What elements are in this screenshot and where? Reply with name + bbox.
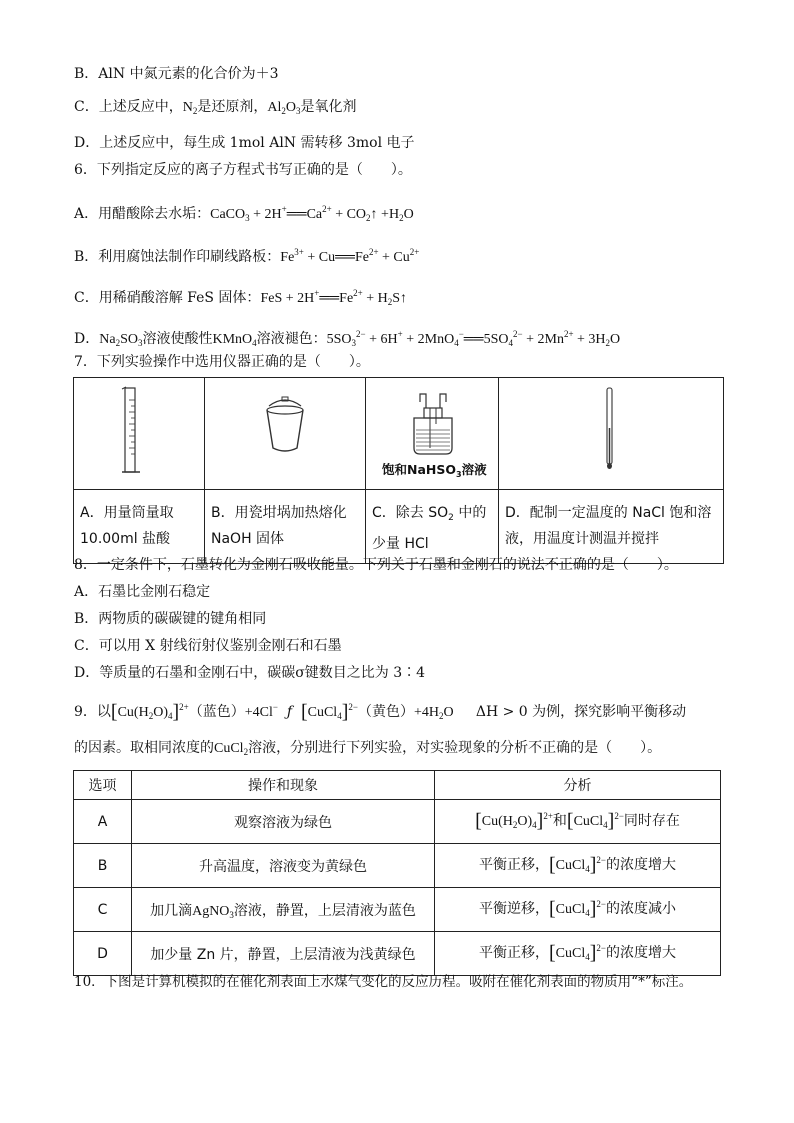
graduated-cylinder-icon (74, 378, 204, 480)
q9-row-operation: 加少量 Zn 片，静置，上层清液为浅黄绿色 (132, 932, 435, 976)
q9-row-c (74, 888, 721, 932)
q9-row-operation: 加几滴AgNO$_3$溶液，静置，上层清液为蓝色 (132, 888, 435, 932)
q7-image-c (366, 378, 499, 490)
q7-option-a: A．用量筒量取 10.00ml 盐酸 (74, 490, 205, 564)
q6-option-d: D．$Na_2SO_3$溶液使酸性KMnO$_4$溶液褪色：$5SO_3^{2-} + 6H^+$ + $2MnO_4^-══5SO_4^{2-} + 2Mn^{2+} + 3H_2O$ (74, 329, 621, 348)
q9-header-analysis: 分析 (435, 771, 721, 800)
q7-option-d: D．配制一定温度的 NaCl 饱和溶 液，用温度计测温并搅拌 (499, 490, 724, 564)
q9-row-a (74, 800, 721, 844)
thermometer-icon (499, 378, 723, 480)
q9-row-operation: 观察溶液为绿色 (132, 800, 435, 844)
gas-washing-bottle-icon (366, 378, 498, 480)
q8-stem: 8．一定条件下，石墨转化为金刚石吸收能量。下列关于石墨和金刚石的说法不正确的是（ ）。 (74, 557, 678, 573)
q9-row-operation: 升高温度，溶液变为黄绿色 (132, 844, 435, 888)
q7-options-table (73, 377, 724, 564)
q7-stem: 7．下列实验操作中选用仪器正确的是（ ）。 (74, 354, 370, 370)
q5-option-b: B．AlN 中氮元素的化合价为＋3 (74, 66, 279, 82)
q7-image-a (74, 378, 205, 490)
solution-label: 饱和NaHSO$_3$溶液 (382, 462, 487, 479)
q9-row-b (74, 844, 721, 888)
q9-row-option: A (74, 800, 132, 844)
q6-option-a: A．用醋酸除去水垢：CaCO$_3$ + $2H^+══Ca^{2+}$ + $CO_2↑ +H_2O$ (74, 204, 414, 223)
q9-table (73, 770, 721, 976)
q9-row-option: C (74, 888, 132, 932)
q6-option-c: C．用稀硝酸溶解 FeS 固体：FeS + $2H^+══Fe^{2+}$ + $H_2S↑$ (74, 288, 408, 307)
q7-image-d (499, 378, 724, 490)
q8-option-d: D．等质量的石墨和金刚石中，碳碳σ键数目之比为 3∶4 (74, 665, 426, 681)
q9-stem-line1: 9．以$[Cu(H_2O)_4]^{2+}$（蓝色）+4Cl− ƒ [CuCl$_4$]$^{2-}$（黄色）$+4H_2O$ ΔH > 0 为例，探究影响平衡移动 (74, 701, 687, 723)
q9-row-analysis: $[Cu(H_2O)_4]^{2+}$和[CuCl$_4$]$^{2-}$同时存在 (435, 800, 721, 844)
crucible-icon (205, 378, 365, 480)
q8-option-b: B．两物质的碳碳键的键角相同 (74, 611, 267, 627)
q5-option-c: C．上述反应中，$N_2$是还原剂，$Al_2O_3$是氧化剂 (74, 99, 357, 116)
q9-header-option: 选项 (74, 771, 132, 800)
q9-stem-line2: 的因素。取相同浓度的CuCl$_2$溶液，分别进行下列实验，对实验现象的分析不正确的是（ ）。 (74, 740, 662, 757)
q9-row-analysis: 平衡逆移，[CuCl$_4$]$^{2-}$的浓度减小 (435, 888, 721, 932)
q7-option-b: B．用瓷坩埚加热熔化 NaOH 固体 (205, 490, 366, 564)
q8-option-a: A．石墨比金刚石稳定 (74, 584, 211, 600)
q9-header-operation: 操作和现象 (132, 771, 435, 800)
q6-option-b: B．利用腐蚀法制作印刷线路板：$Fe^{3+}$ + $Cu══Fe^{2+} + Cu^{2+}$ (74, 247, 420, 265)
q7-option-c: C．除去 $SO_2$ 中的 少量 HCl (366, 490, 499, 564)
q9-row-option: B (74, 844, 132, 888)
q7-image-b (205, 378, 366, 490)
q9-row-analysis: 平衡正移，[CuCl$_4$]$^{2-}$的浓度增大 (435, 844, 721, 888)
q8-option-c: C．可以用 X 射线衍射仪鉴别金刚石和石墨 (74, 638, 342, 654)
q9-row-d (74, 932, 721, 976)
q10-stem: 10．下图是计算机模拟的在催化剂表面上水煤气变化的反应历程。吸附在催化剂表面的物质用“*”标注。 (74, 974, 693, 990)
q5-option-d: D．上述反应中，每生成 1mol AlN 需转移 3mol 电子 (74, 135, 415, 151)
q9-row-option: D (74, 932, 132, 976)
q9-row-analysis: 平衡正移，[CuCl$_4$]$^{2-}$的浓度增大 (435, 932, 721, 976)
q6-stem: 6．下列指定反应的离子方程式书写正确的是（ ）。 (74, 162, 412, 178)
